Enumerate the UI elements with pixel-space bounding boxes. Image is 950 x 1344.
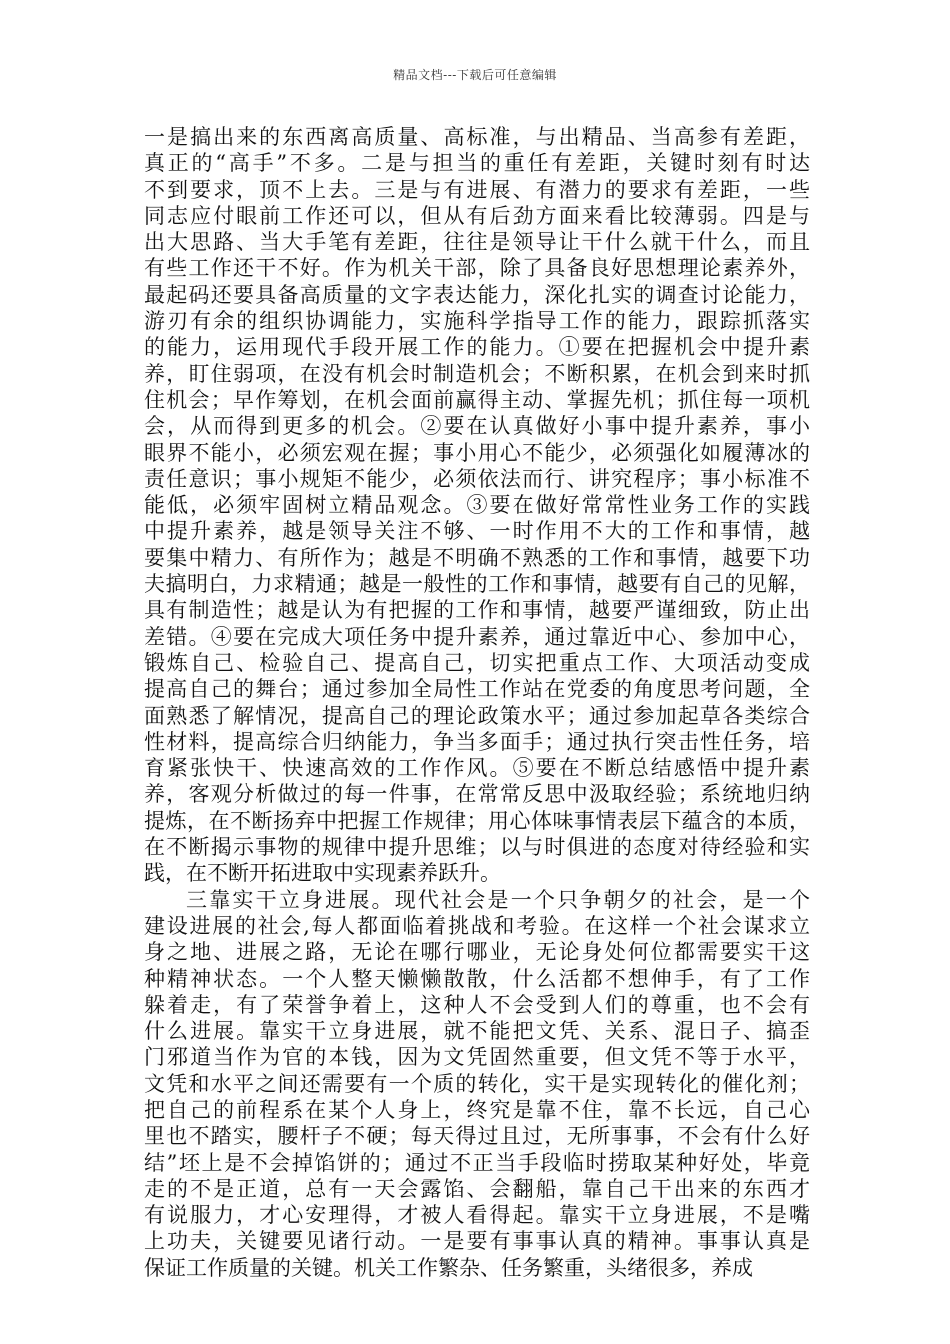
paragraph [144,124,810,887]
text-line: 夫搞明白，力求精通；越是一般性的工作和事情，越要有自己的见解， [144,572,810,597]
text-line: 锻炼自己、检验自己、提高自己，切实把重点工作、大项活动变成 [144,650,810,675]
text-line: 要集中精力、有所作为；越是不明确不熟悉的工作和事情，越要下功 [144,545,810,570]
text-line: 结”坯上是不会掉馅饼的；通过不正当手段临时捞取某种好处，毕竟 [144,1150,810,1175]
text-line: 能低，必须牢固树立精品观念。③要在做好常常性业务工作的实践 [144,493,810,518]
text-line: 一是搞出来的东西离高质量、高标准，与出精品、当高参有差距， [144,125,810,149]
text-line: 育紧张快干、快速高效的工作作风。⑤要在不断总结感悟中提升素 [144,756,810,781]
text-line: 差错。④要在完成大项任务中提升素养，通过靠近中心、参加中心， [144,624,810,649]
text-line: 里也不踏实，腰杆子不硬；每天得过且过，无所事事，不会有什么好 [144,1124,810,1149]
text-line: 提炼，在不断扬弃中把握工作规律；用心体味事情表层下蕴含的本质， [144,808,810,833]
text-line: 中提升素养，越是领导关注不够、一时作用不大的工作和事情，越 [144,519,810,544]
paragraph [144,887,810,1281]
text-line: 出大思路、当大手笔有差距，往往是领导让干什么就干什么，而且 [144,230,810,255]
text-line: 责任意识；事小规矩不能少，必须依法而行、讲究程序；事小标准不 [144,466,810,491]
text-line: 性材料，提高综合归纳能力，争当多面手；通过执行突击性任务，培 [144,729,810,754]
text-line: 种精神状态。一个人整天懒懒散散，什么活都不想伸手，有了工作 [144,966,810,991]
text-line: 保证工作质量的关键。机关工作繁杂、任务繁重，头绪很多，养成 [144,1255,753,1280]
text-line: 养，盯住弱项，在没有机会时制造机会；不断积累，在机会到来时抓 [144,361,810,386]
text-line: 最起码还要具备高质量的文字表达能力，深化扎实的调查讨论能力， [144,282,810,307]
text-line: 的能力，运用现代手段开展工作的能力。①要在把握机会中提升素 [144,335,810,360]
text-line: 具有制造性；越是认为有把握的工作和事情，越要严谨细致，防止出 [144,598,810,623]
document-body [144,124,810,1281]
text-line: 文凭和水平之间还需要有一个质的转化，实干是实现转化的催化剂； [144,1071,810,1096]
text-line: 门邪道当作为官的本钱，因为文凭固然重要，但文凭不等于水平， [144,1045,810,1070]
text-line: 有说服力，才心安理得，才被人看得起。靠实干立身进展，不是嘴 [144,1203,810,1228]
text-line: 上功夫，关键要见诸行动。一是要有事事认真的精神。事事认真是 [144,1229,810,1254]
text-line: 走的不是正道，总有一天会露馅、会翻船，靠自己干出来的东西才 [144,1176,810,1201]
text-line: 在不断揭示事物的规律中提升思维；以与时俱进的态度对待经验和实 [144,835,810,860]
text-line: 身之地、进展之路，无论在哪行哪业，无论身处何位都需要实干这 [144,940,810,965]
text-line: 有些工作还干不好。作为机关干部，除了具备良好思想理论素养外， [144,256,810,281]
text-line: 三靠实干立身进展。现代社会是一个只争朝夕的社会，是一个 [186,887,810,912]
text-line: 践，在不断开拓进取中实现素养跃升。 [144,861,501,886]
text-line: 会，从而得到更多的机会。②要在认真做好小事中提升素养，事小 [144,414,810,439]
text-line: 建设进展的社会,每人都面临着挑战和考验。在这样一个社会谋求立 [144,913,810,938]
text-line: 不到要求，顶不上去。三是与有进展、有潜力的要求有差距，一些 [144,177,810,202]
text-line: 面熟悉了解情况，提高自己的理论政策水平；通过参加起草各类综合 [144,703,810,728]
text-line: 游刃有余的组织协调能力，实施科学指导工作的能力，跟踪抓落实 [144,309,810,334]
text-line: 把自己的前程系在某个人身上，终究是靠不住，靠不长远，自己心 [144,1097,810,1122]
text-line: 躲着走，有了荣誉争着上，这种人不会受到人们的尊重，也不会有 [144,992,810,1017]
page-header: 精品文档---下载后可任意编辑 [393,68,557,82]
text-line: 同志应付眼前工作还可以，但从有后劲方面来看比较薄弱。四是与 [144,203,810,228]
text-line: 真正的“高手”不多。二是与担当的重任有差距，关键时刻有时达 [144,151,810,176]
text-line: 什么进展。靠实干立身进展，就不能把文凭、关系、混日子、搞歪 [144,1019,810,1044]
text-line: 住机会；早作筹划，在机会面前赢得主动、掌握先机；抓住每一项机 [144,387,810,412]
text-line: 提高自己的舞台；通过参加全局性工作站在党委的角度思考问题，全 [144,677,810,702]
text-line: 眼界不能小，必须宏观在握；事小用心不能少，必须强化如履薄冰的 [144,440,810,465]
text-line: 养，客观分析做过的每一件事，在常常反思中汲取经验；系统地归纳 [144,782,810,807]
